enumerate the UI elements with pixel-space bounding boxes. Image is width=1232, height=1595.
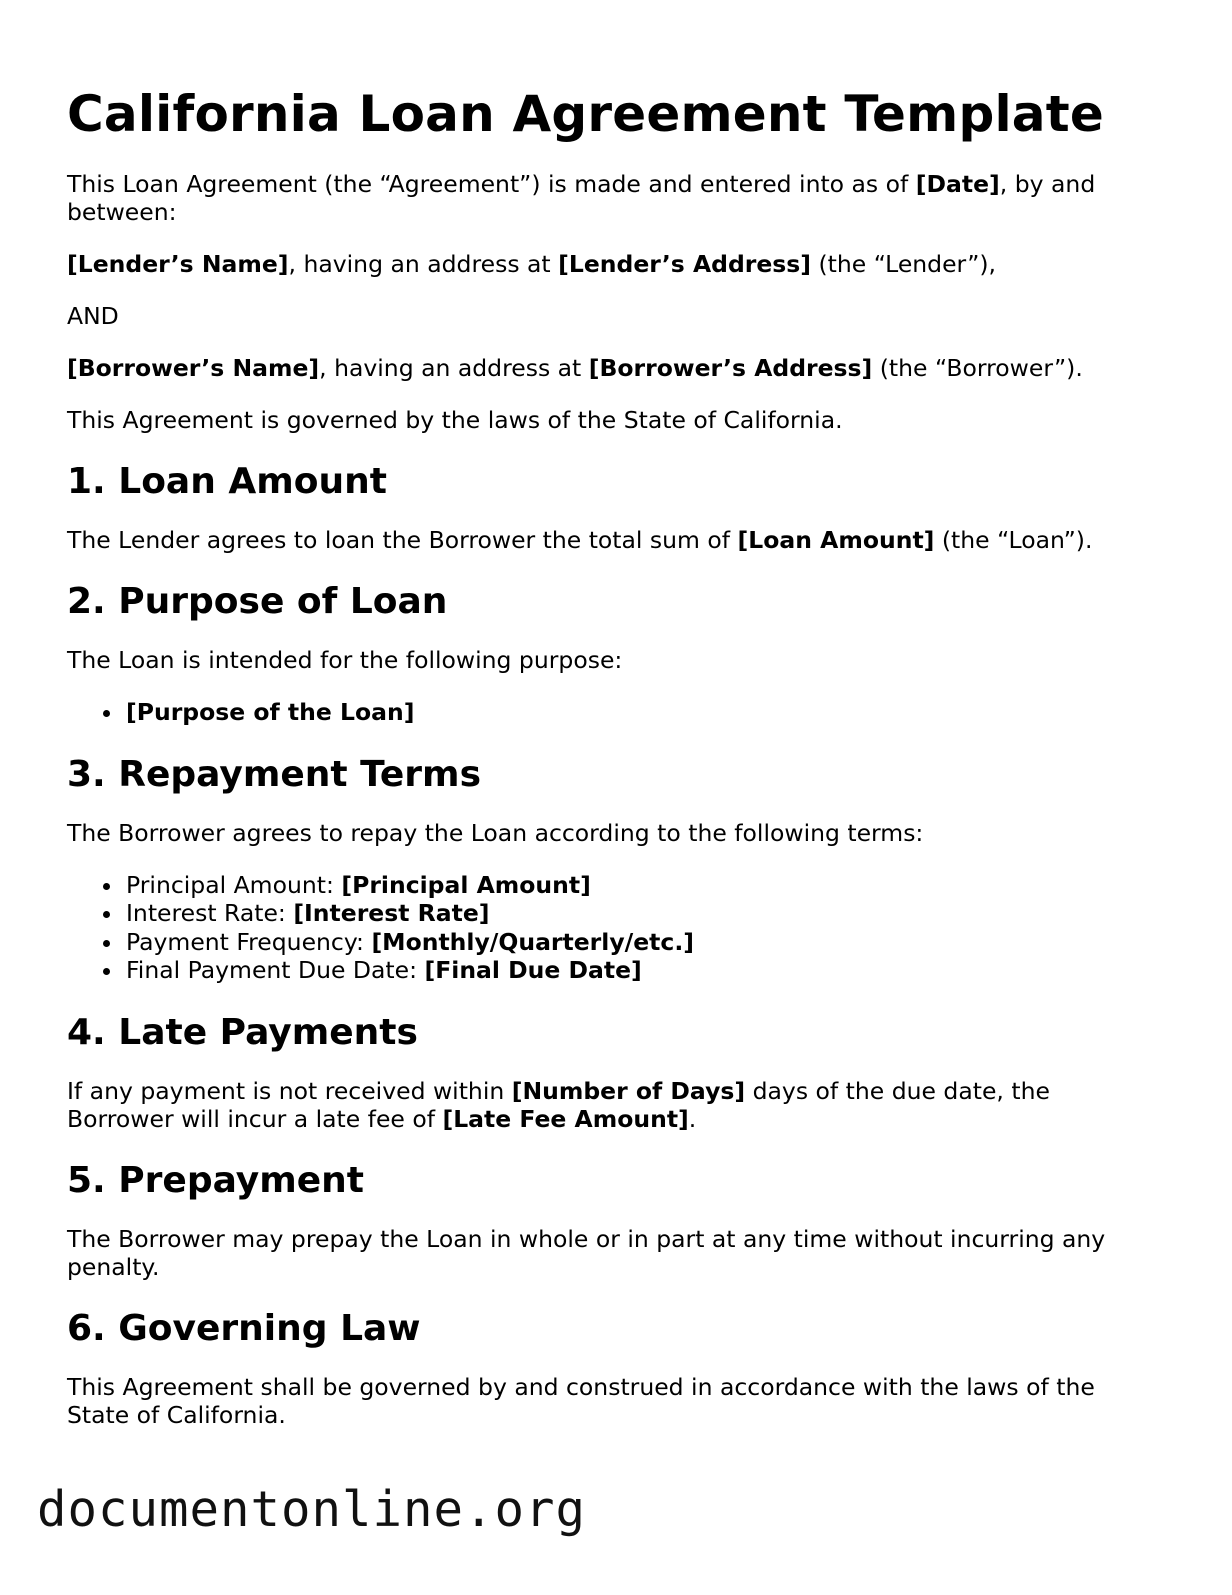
term-value: [Final Due Date] bbox=[424, 956, 642, 984]
intro-text-b: , by and between: bbox=[67, 170, 1096, 226]
purpose-list bbox=[67, 698, 1157, 727]
document-title: California Loan Agreement Template bbox=[67, 85, 1104, 143]
borrower-name-placeholder: [Borrower’s Name] bbox=[67, 354, 320, 382]
intro-text-a: This Loan Agreement (the “Agreement”) is made and entered into as of bbox=[67, 170, 916, 198]
section-6-heading: 6. Governing Law bbox=[67, 1307, 421, 1349]
term-label: Interest Rate: bbox=[126, 899, 294, 927]
section-5-text: The Borrower may prepay the Loan in whole or in part at any time without incurring any penalty. bbox=[67, 1224, 1106, 1281]
watermark: documentonline.org bbox=[37, 1481, 587, 1538]
borrower-end-text: (the “Borrower”). bbox=[872, 354, 1083, 382]
repayment-terms-list bbox=[67, 871, 1157, 985]
term-label: Principal Amount: bbox=[126, 870, 342, 899]
purpose-placeholder: [Purpose of the Loan] bbox=[126, 698, 415, 726]
term-value: [Principal Amount] bbox=[341, 870, 591, 899]
section-4-text-c: . bbox=[688, 1104, 697, 1133]
term-label: Payment Frequency: bbox=[126, 927, 372, 956]
list-item bbox=[126, 956, 1157, 985]
borrower-address-placeholder: [Borrower’s Address] bbox=[588, 354, 873, 382]
lender-address-placeholder: [Lender’s Address] bbox=[558, 250, 812, 278]
lender-mid-text: , having an address at bbox=[288, 250, 559, 278]
document-page bbox=[67, 80, 1157, 1453]
list-item bbox=[126, 698, 1157, 727]
governed-paragraph: This Agreement is governed by the laws of the State of California. bbox=[67, 406, 843, 434]
section-2-heading: 2. Purpose of Loan bbox=[67, 581, 448, 622]
intro-paragraph bbox=[67, 170, 1157, 226]
date-placeholder: [Date] bbox=[915, 170, 1000, 198]
section-2-text: The Loan is intended for the following purpose: bbox=[67, 646, 623, 674]
section-4-text bbox=[67, 1077, 1157, 1133]
lender-end-text: (the “Lender”), bbox=[811, 250, 997, 278]
late-fee-placeholder: [Late Fee Amount] bbox=[442, 1104, 689, 1133]
term-value: [Interest Rate] bbox=[293, 899, 490, 927]
borrower-mid-text: , having an address at bbox=[319, 354, 589, 382]
lender-name-placeholder: [Lender’s Name] bbox=[67, 250, 289, 278]
section-1-text bbox=[67, 526, 1157, 554]
section-5-heading: 5. Prepayment bbox=[67, 1159, 364, 1201]
and-text: AND bbox=[67, 302, 119, 330]
term-label: Final Payment Due Date: bbox=[126, 956, 425, 984]
section-4-text-b: days of the due date, the Borrower will incur a late fee of bbox=[67, 1076, 1050, 1133]
lender-paragraph bbox=[67, 250, 1157, 278]
list-item bbox=[126, 871, 1157, 900]
section-3-heading: 3. Repayment Terms bbox=[67, 753, 481, 795]
term-value: [Monthly/Quarterly/etc.] bbox=[371, 927, 695, 956]
section-1-text-a: The Lender agrees to loan the Borrower the total sum of bbox=[67, 526, 738, 554]
section-6-text: This Agreement shall be governed by and construed in accordance with the laws of the State of California. bbox=[67, 1372, 1095, 1429]
list-item bbox=[126, 928, 1157, 957]
section-1-heading: 1. Loan Amount bbox=[67, 461, 387, 502]
section-4-text-a: If any payment is not received within bbox=[67, 1076, 512, 1105]
borrower-paragraph bbox=[67, 354, 1157, 382]
section-3-text: The Borrower agrees to repay the Loan according to the following terms: bbox=[67, 818, 924, 847]
loan-amount-placeholder: [Loan Amount] bbox=[737, 526, 935, 554]
section-4-heading: 4. Late Payments bbox=[67, 1011, 418, 1053]
list-item bbox=[126, 899, 1157, 928]
days-placeholder: [Number of Days] bbox=[511, 1076, 746, 1105]
section-1-text-b: (the “Loan”). bbox=[934, 526, 1093, 554]
